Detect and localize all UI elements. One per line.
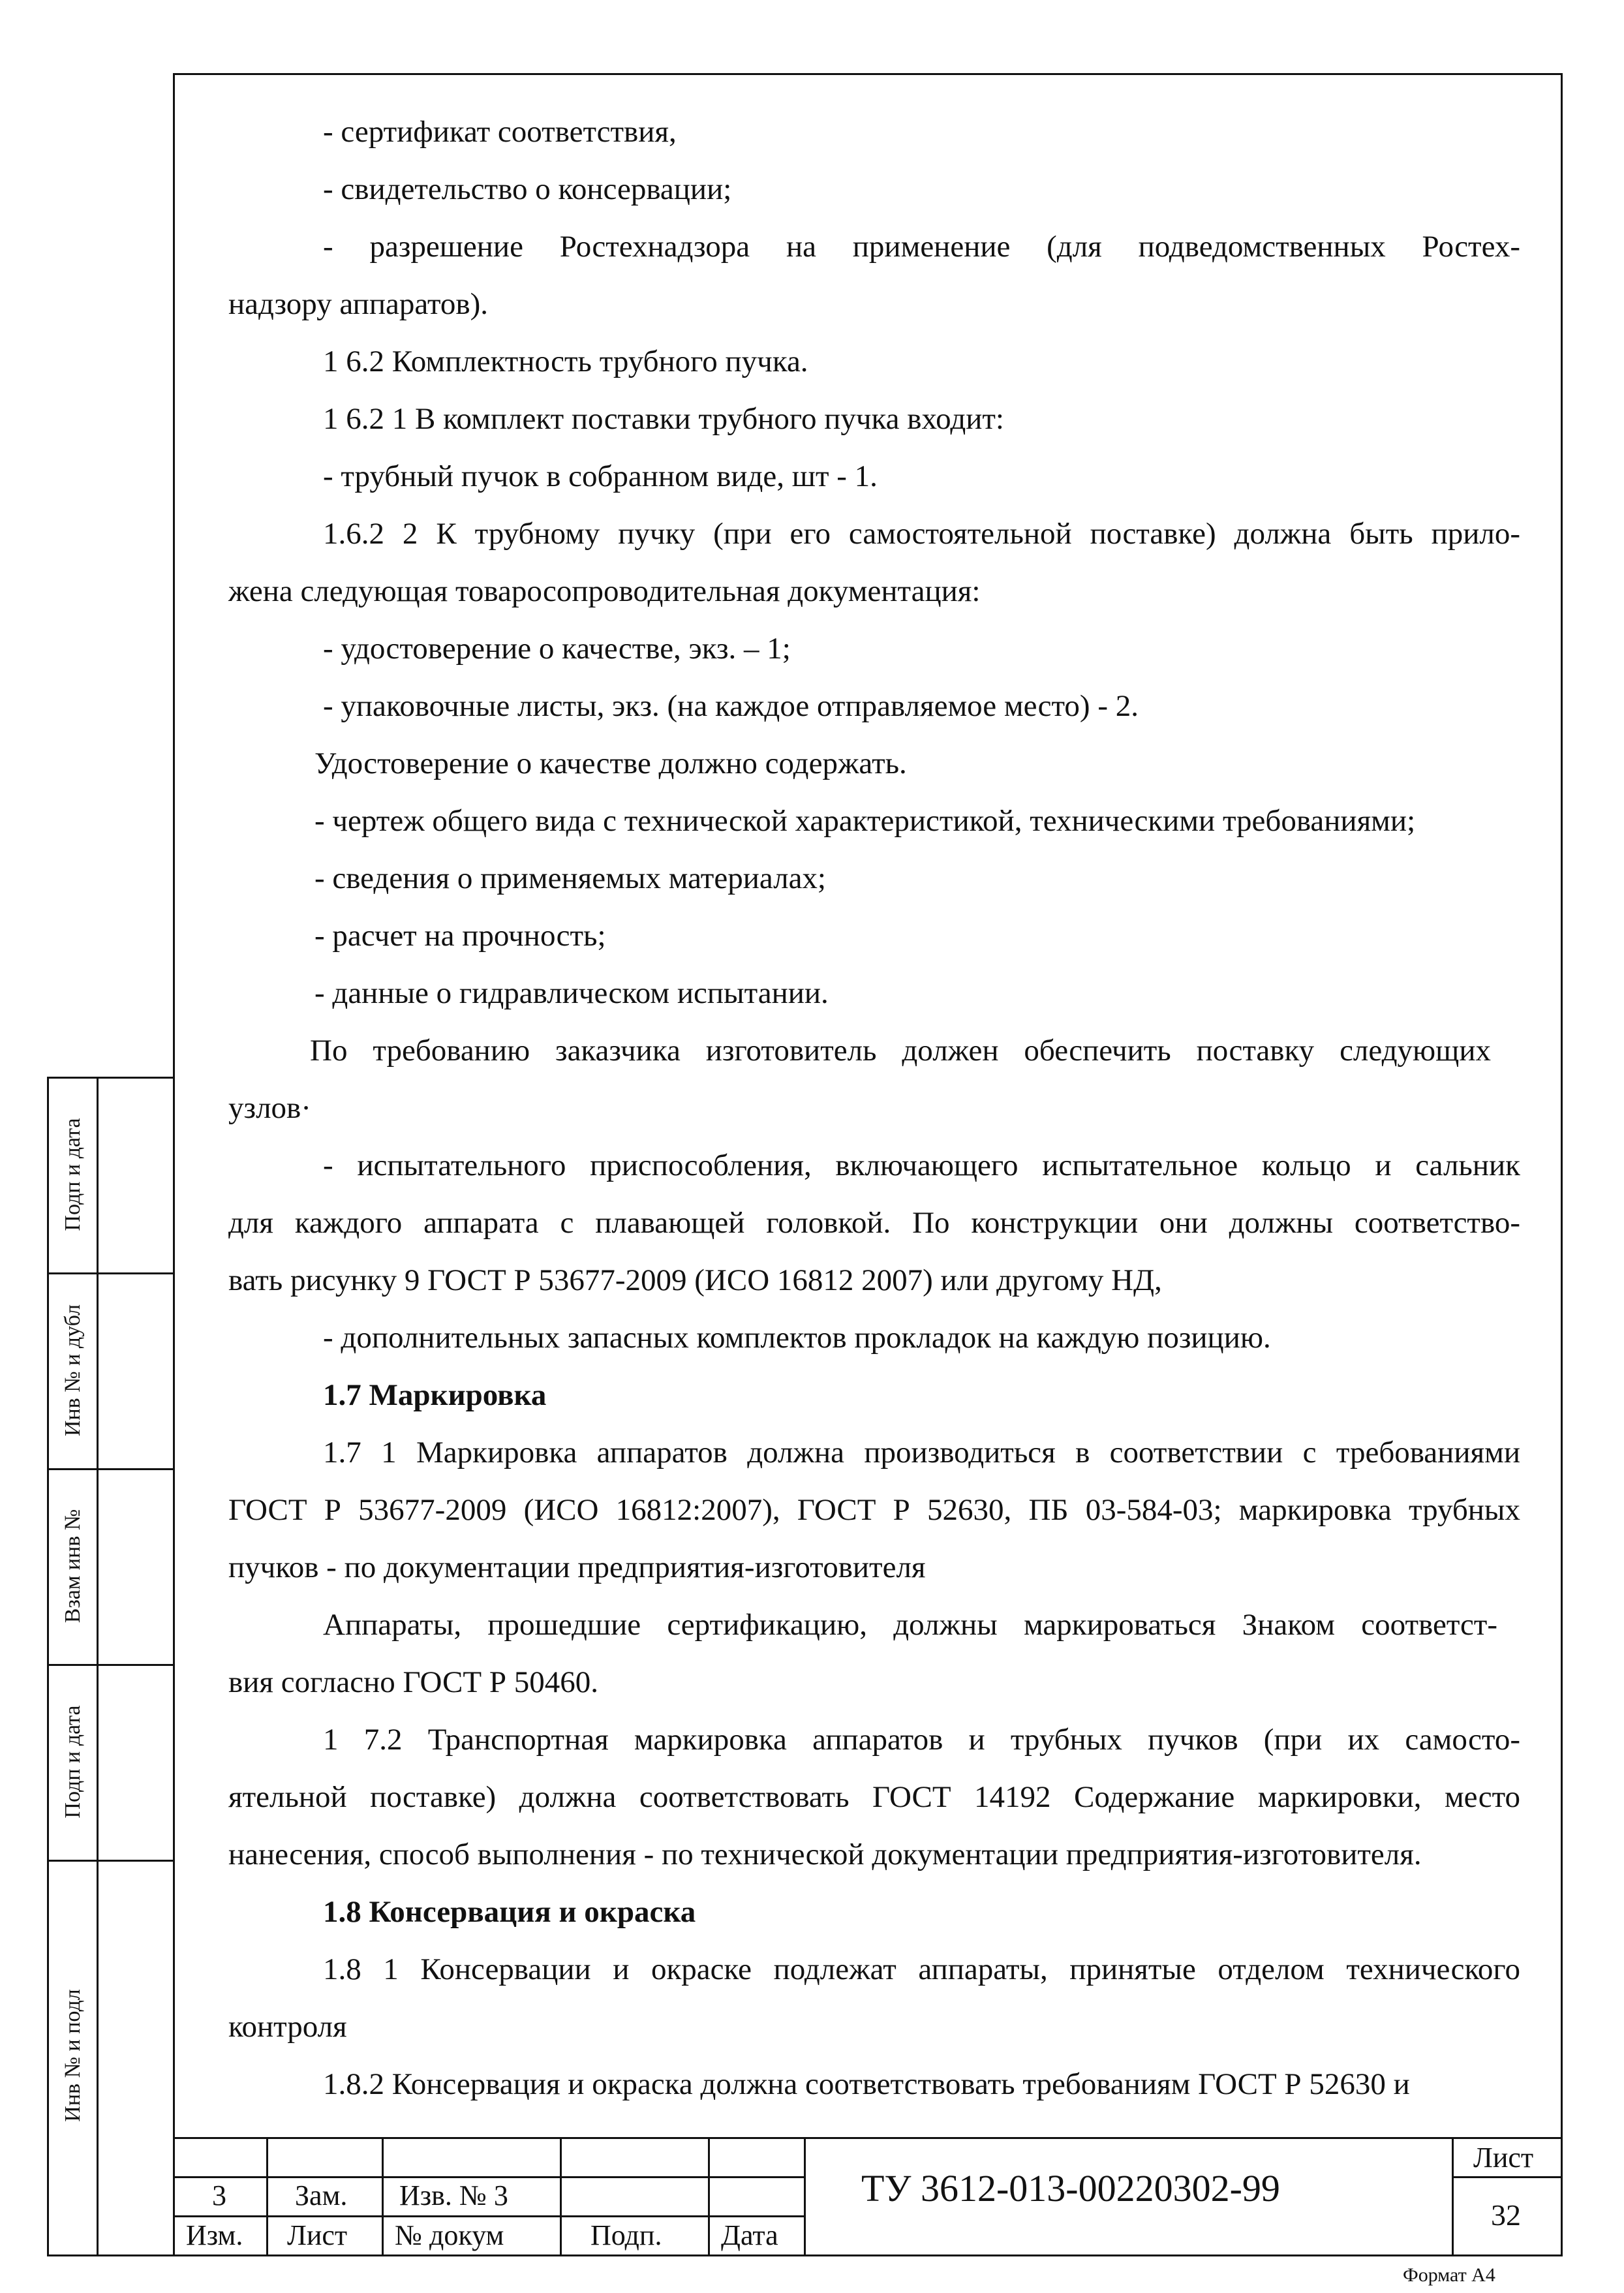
side-divider <box>47 1468 175 1470</box>
body-line: - свидетельство о консервации; <box>323 172 732 206</box>
side-divider <box>47 1077 175 1079</box>
side-label-replaced-inv: Взам инв № <box>61 1509 85 1624</box>
header-doc-number: № докум <box>395 2219 504 2251</box>
body-line: По требованию заказчика изготовитель должен обеспечить поставку следующих <box>310 1034 1491 1068</box>
body-line: Удостоверение о качестве должно содержать. <box>314 746 907 780</box>
title-block-col-line <box>804 2137 806 2256</box>
body-line: - чертеж общего вида с технической характеристикой, техническими требованиями; <box>314 804 1416 838</box>
header-signature: Подп. <box>590 2219 662 2251</box>
body-line: - сведения о применяемых материалах; <box>314 861 826 895</box>
side-column-left-border <box>47 1077 49 2256</box>
body-line: - разрешение Ростехнадзора на применение (для подведомственных Ростех- <box>323 230 1520 264</box>
body-line: пучков - по документации предприятия-изготовителя <box>228 1550 926 1584</box>
side-divider <box>47 1664 175 1666</box>
side-divider <box>47 1272 175 1274</box>
body-line: ГОСТ Р 53677-2009 (ИСО 16812:2007), ГОСТ Р 52630, ПБ 03-584-03; маркировка трубных <box>228 1493 1520 1527</box>
body-line: Аппараты, прошедшие сертификацию, должны маркироваться Знаком соответст- <box>323 1608 1497 1642</box>
body-line: 1.6.2 2 К трубному пучку (при его самостоятельной поставке) должна быть прило- <box>323 517 1520 551</box>
body-line: для каждого аппарата с плавающей головкой. По конструкции они должны соответство- <box>228 1206 1520 1240</box>
title-block-col-line <box>708 2137 710 2256</box>
body-line: контроля <box>228 2010 347 2044</box>
header-change: Изм. <box>186 2219 243 2251</box>
body-line: - расчет на прочность; <box>314 919 606 953</box>
sheet-label: Лист <box>1473 2142 1534 2174</box>
header-sheet: Лист <box>287 2219 348 2251</box>
title-block-col-line <box>560 2137 562 2256</box>
body-line: жена следующая товаросопроводительная документация: <box>228 574 981 608</box>
body-line: - испытательного приспособления, включающего испытательное кольцо и сальник <box>323 1148 1520 1182</box>
header-date: Дата <box>721 2219 778 2251</box>
body-line: нанесения, способ выполнения - по технической документации предприятия-изготовителя. <box>228 1838 1422 1871</box>
title-block-col-line <box>266 2137 268 2256</box>
body-line: узлов· <box>228 1091 311 1125</box>
body-line: 1.8 1 Консервации и окраске подлежат аппараты, принятые отделом технического <box>323 1952 1520 1986</box>
format-label: Формат А4 <box>1403 2264 1495 2286</box>
revision-number: 3 <box>212 2179 226 2211</box>
body-line: ятельной поставке) должна соответствовать ГОСТ 14192 Содержание маркировки, место <box>228 1780 1520 1814</box>
document-code: ТУ 3612-013-00220302-99 <box>861 2167 1280 2209</box>
side-label-dup-inv: Инв № и дубл <box>61 1304 85 1437</box>
side-column-inner-line <box>97 1077 99 2256</box>
body-line: вать рисунку 9 ГОСТ Р 53677-2009 (ИСО 16812 2007) или другому НД, <box>228 1263 1162 1297</box>
section-heading: 1.7 Маркировка <box>323 1378 547 1412</box>
body-line: 1 7.2 Транспортная маркировка аппаратов и трубных пучков (при их самосто- <box>323 1723 1520 1757</box>
title-block-col-line <box>1452 2137 1454 2256</box>
body-line: - дополнительных запасных комплектов прокладок на каждую позицию. <box>323 1321 1271 1355</box>
revision-notice: Изв. № 3 <box>399 2179 508 2211</box>
title-block-col-line <box>382 2137 384 2256</box>
section-heading: 1.8 Консервация и окраска <box>323 1895 696 1929</box>
title-block-sheet-divider <box>1452 2176 1563 2178</box>
frame-top-border <box>173 73 1563 75</box>
body-line: надзору аппаратов). <box>228 287 488 321</box>
frame-left-border <box>173 73 175 2256</box>
side-label-orig-inv: Инв № и подл <box>61 1989 85 2122</box>
body-line: - данные о гидравлическом испытании. <box>314 976 829 1010</box>
side-label-sign-date-2: Подп и дата <box>61 1705 85 1819</box>
body-line: вия согласно ГОСТ Р 50460. <box>228 1665 599 1699</box>
body-line: - сертификат соответствия, <box>323 115 677 149</box>
body-line: - упаковочные листы, экз. (на каждое отправляемое место) - 2. <box>323 689 1139 723</box>
side-divider <box>47 1860 175 1862</box>
body-line: - трубный пучок в собранном виде, шт - 1. <box>323 459 878 493</box>
body-line: 1.8.2 Консервация и окраска должна соответствовать требованиям ГОСТ Р 52630 и <box>323 2067 1410 2101</box>
body-line: 1 6.2 Комплектность трубного пучка. <box>323 345 808 378</box>
body-line: 1 6.2 1 В комплект поставки трубного пучка входит: <box>323 402 1004 436</box>
sheet-number: 32 <box>1491 2198 1521 2232</box>
frame-right-border <box>1561 73 1563 2256</box>
body-line: 1.7 1 Маркировка аппаратов должна производиться в соответствии с требованиями <box>323 1436 1520 1470</box>
body-line: - удостоверение о качестве, экз. – 1; <box>323 632 791 666</box>
revision-change-type: Зам. <box>295 2179 348 2211</box>
side-label-sign-date: Подп и дата <box>61 1118 85 1231</box>
